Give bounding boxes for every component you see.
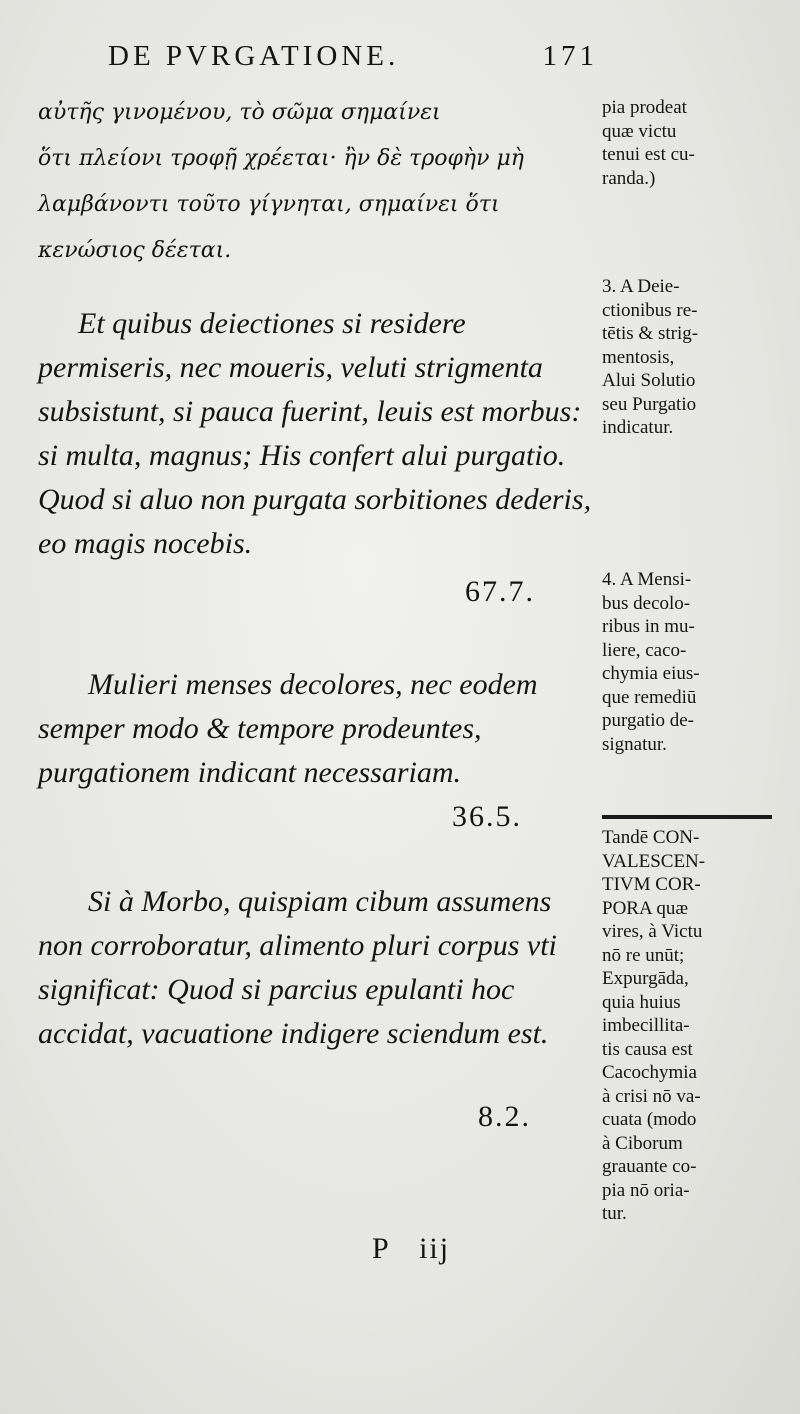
marginal-note xyxy=(602,826,794,1226)
marginal-line: vires, à Victu xyxy=(602,921,703,942)
marginal-line: signatur. xyxy=(602,733,667,755)
greek-line: κενώσιος δέεται. xyxy=(38,238,232,263)
marginal-line: cuata (modo xyxy=(602,1109,697,1130)
marginal-line: ctionibus re- xyxy=(602,299,698,321)
marginal-line: pia nō oria- xyxy=(602,1179,690,1201)
marginal-line: Expurgāda, xyxy=(602,968,689,989)
marginal-line: que remediū xyxy=(602,686,697,708)
reference-number: 36.5. xyxy=(452,800,522,833)
greek-line: λαμβάνοντι τοῦτο γίγνηται, σημαίνει ὅτι xyxy=(38,192,500,217)
signature-mark: P iij xyxy=(372,1232,451,1265)
marginal-line: tis causa est xyxy=(602,1038,693,1060)
marginal-line: 3. A Deie- xyxy=(602,276,680,297)
marginal-line: TIVM COR- xyxy=(602,874,701,895)
reference-number: 67.7. xyxy=(465,575,535,608)
marginal-line: seu Purgatio xyxy=(602,393,697,415)
marginal-note xyxy=(602,96,794,190)
marginal-divider xyxy=(602,815,772,819)
paragraph-morbo: Si à Morbo, quispiam cibum assumens non corroboratur, alimento pluri corpus vti significat: Quod si parcius epulanti hoc accidat, vacuatione indigere sciendum est. xyxy=(38,885,557,1050)
marginal-line: VALESCEN- xyxy=(602,850,706,872)
paragraph-mulieri: Mulieri menses decolores, nec eodem semper modo & tempore prodeuntes, purgationem indicant necessariam. xyxy=(38,668,538,789)
marginal-line: nō re unūt; xyxy=(602,944,685,966)
marginal-line: tētis & strig- xyxy=(602,323,699,344)
greek-line: αὐτῆς γινομένου, τὸ σῶμα σημαίνει xyxy=(38,100,441,125)
marginal-note xyxy=(602,275,794,440)
running-head-title: DE PVRGATIONE. xyxy=(108,40,400,72)
marginal-line: ribus in mu- xyxy=(602,616,695,637)
marginal-line: à Ciborum xyxy=(602,1132,683,1154)
marginal-line: Alui Solutio xyxy=(602,370,696,391)
marginal-line: randa.) xyxy=(602,167,656,189)
marginal-line: quia huius xyxy=(602,991,681,1013)
marginal-line: purgatio de- xyxy=(602,710,694,731)
marginal-line: mentosis, xyxy=(602,346,675,368)
greek-line: ὅτι πλείονι τροφῇ χρέεται· ἢν δὲ τροφὴν μὴ xyxy=(38,146,524,171)
marginal-line: Cacochymia xyxy=(602,1062,697,1083)
marginal-line: quæ victu xyxy=(602,120,677,142)
marginal-line: tur. xyxy=(602,1203,627,1224)
marginal-line: 4. A Mensi- xyxy=(602,569,692,590)
paragraph-deiectiones: Et quibus deiectiones si residere permiseris, nec moueris, veluti strigmenta subsistunt, si pauca fuerint, leuis est morbus: si multa, magnus; His confert alui purgatio. Quod si aluo non purgata sorbitiones dederis, eo magis nocebis. xyxy=(38,307,592,560)
reference-number: 8.2. xyxy=(478,1100,531,1133)
greek-passage xyxy=(38,90,594,274)
running-head xyxy=(108,40,598,73)
marginal-line: pia prodeat xyxy=(602,97,687,118)
marginal-line: imbecillita- xyxy=(602,1015,690,1036)
page-number: 171 xyxy=(542,40,598,72)
marginal-line: liere, caco- xyxy=(602,639,687,661)
marginal-note xyxy=(602,568,794,756)
marginal-line: Tandē CON- xyxy=(602,827,700,848)
marginal-line: chymia eius- xyxy=(602,663,700,684)
marginal-line: tenui est cu- xyxy=(602,144,695,165)
marginal-line: à crisi nō va- xyxy=(602,1085,701,1107)
marginal-line: grauante co- xyxy=(602,1156,697,1177)
marginal-line: bus decolo- xyxy=(602,592,691,614)
marginal-line: PORA quæ xyxy=(602,897,689,919)
marginal-line: indicatur. xyxy=(602,417,674,438)
